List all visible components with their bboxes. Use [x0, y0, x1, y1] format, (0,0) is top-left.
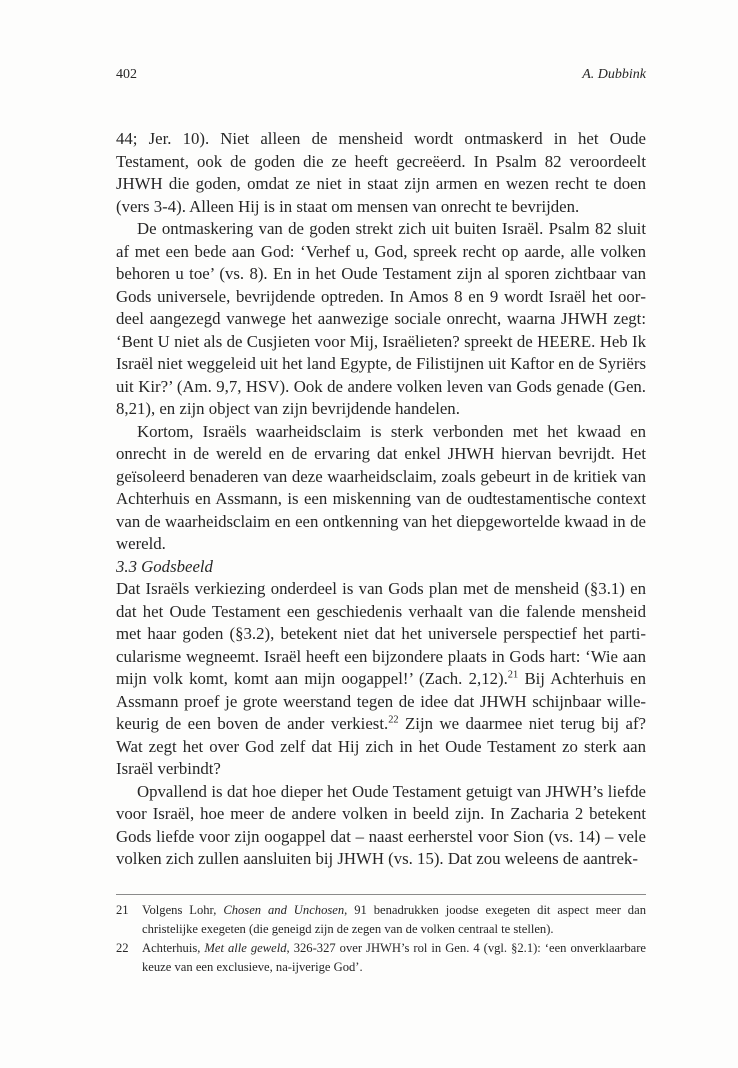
- page-number: 402: [116, 67, 137, 82]
- text-run: Bij Achterhuis en Assmann proef je grote weerstand tegen de idee dat JHWH schijnbaar willekeurig de een boven de ander verkiest.: [116, 669, 647, 733]
- footnote-reference: 21: [507, 669, 519, 681]
- text-run: Opvallend is dat hoe dieper het Oude Testament getuigt van JHWH’s liefde voor Israël, hoe meer de andere volken in beeld zijn. In Zacharia 2 betekent Gods liefde voor zijn oogappel dat – naast eerherstel voor Sion (vs. 14) – vele volken zich zullen aansluiten bij JHWH (vs. 15). Dat zou weleens de aantrek-: [116, 781, 646, 868]
- footnote-divider: [116, 894, 646, 895]
- footnote: [116, 901, 646, 939]
- footnote: [116, 939, 646, 977]
- text-run: Dat Israëls verkiezing onderdeel is van Gods plan met de mensheid (§3.1) en dat het Oude Testament een geschiedenis verhaalt van die falende mensheid met haar goden (§3.2), betekent niet dat het universele perspectief het particularisme wegneemt. Israël heeft een bijzondere plaats in Gods hart: ‘Wie aan mijn volk komt, komt aan mijn oogappel!’ (Zach. 2,12).: [116, 579, 646, 688]
- footnotes: [116, 901, 646, 977]
- text-run: 44; Jer. 10). Niet alleen de mensheid wordt ontmaskerd in het Oude Testament, ook de goden die ze heeft gecreëerd. In Psalm 82 veroordeelt JHWH die goden, omdat ze niet in staat zijn armen en wezen recht te doen (vers 3-4). Alleen Hij is in staat om mensen van onrecht te bevrijden.: [116, 129, 646, 216]
- footnote-number: 21: [116, 903, 129, 917]
- text-run: De ontmaskering van de goden strekt zich uit buiten Israël. Psalm 82 sluit af met een bede aan God: ‘Verhef u, God, spreek recht op aarde, alle volken behoren u toe’ (vs. 8). En in het Oude Testament zijn al sporen zichtbaar van Gods universele, bevrijdende optreden. In Amos 8 en 9 wordt Israël het oordeel aangezegd vanwege het aanwezige sociale onrecht, waarna JHWH zegt: ‘Bent U niet als de Cusjieten voor Mij, Israëlieten? spreekt de HEERE. Heb Ik Israël niet weggeleid uit het land Egypte, de Filistijnen uit Kaftor en de Syriërs uit Kir?’ (Am. 9,7, HSV). Ook de andere volken leven van Gods genade (Gen. 8,21), en zijn object van zijn bevrijdende handelen.: [116, 219, 646, 418]
- footnote-text: [142, 941, 646, 974]
- footnote-text: [142, 903, 646, 936]
- text-run: , 326-327 over JHWH’s rol in Gen. 4 (vgl. §2.1): ‘een onverklaarbare keuze van een exclusieve, na-ijverige God’.: [142, 941, 646, 974]
- paragraph: [116, 781, 646, 871]
- cited-title: Chosen and Unchosen: [223, 903, 345, 917]
- paragraph: [116, 218, 646, 421]
- paragraph: [116, 128, 646, 218]
- text-run: Volgens Lohr,: [142, 903, 224, 917]
- paragraph: [116, 421, 646, 556]
- section-heading: 3.3 Godsbeeld: [116, 556, 213, 576]
- footnote-number: 22: [116, 941, 129, 955]
- footnote-reference: 22: [388, 714, 399, 726]
- text-run: Achterhuis,: [142, 941, 205, 955]
- running-head: A. Dubbink: [582, 67, 646, 82]
- paragraph: [116, 578, 646, 781]
- cited-title: Met alle geweld: [204, 941, 287, 955]
- text-run: , 91 benadrukken joodse exegeten dit aspect meer dan christelijke exegeten (die geneigd zijn de zegen van de volken centraal te stellen).: [142, 903, 646, 936]
- body-text: [116, 128, 646, 871]
- page-header: [116, 67, 646, 87]
- text-run: Zijn we daarmee niet terug bij af? Wat zegt het over God zelf dat Hij zich in het Oude Testament zo sterk aan Israël verbindt?: [116, 714, 646, 778]
- text-run: Kortom, Israëls waarheidsclaim is sterk verbonden met het kwaad en onrecht in de wereld en de ervaring dat enkel JHWH hiervan bevrijdt. Het geïsoleerd benaderen van deze waarheidsclaim, zoals gebeurt in de kritiek van Achterhuis en Assmann, is een miskenning van de oudtestamentische context van de waarheidsclaim en een ontkenning van het diepgewortelde kwaad in de wereld.: [116, 421, 646, 553]
